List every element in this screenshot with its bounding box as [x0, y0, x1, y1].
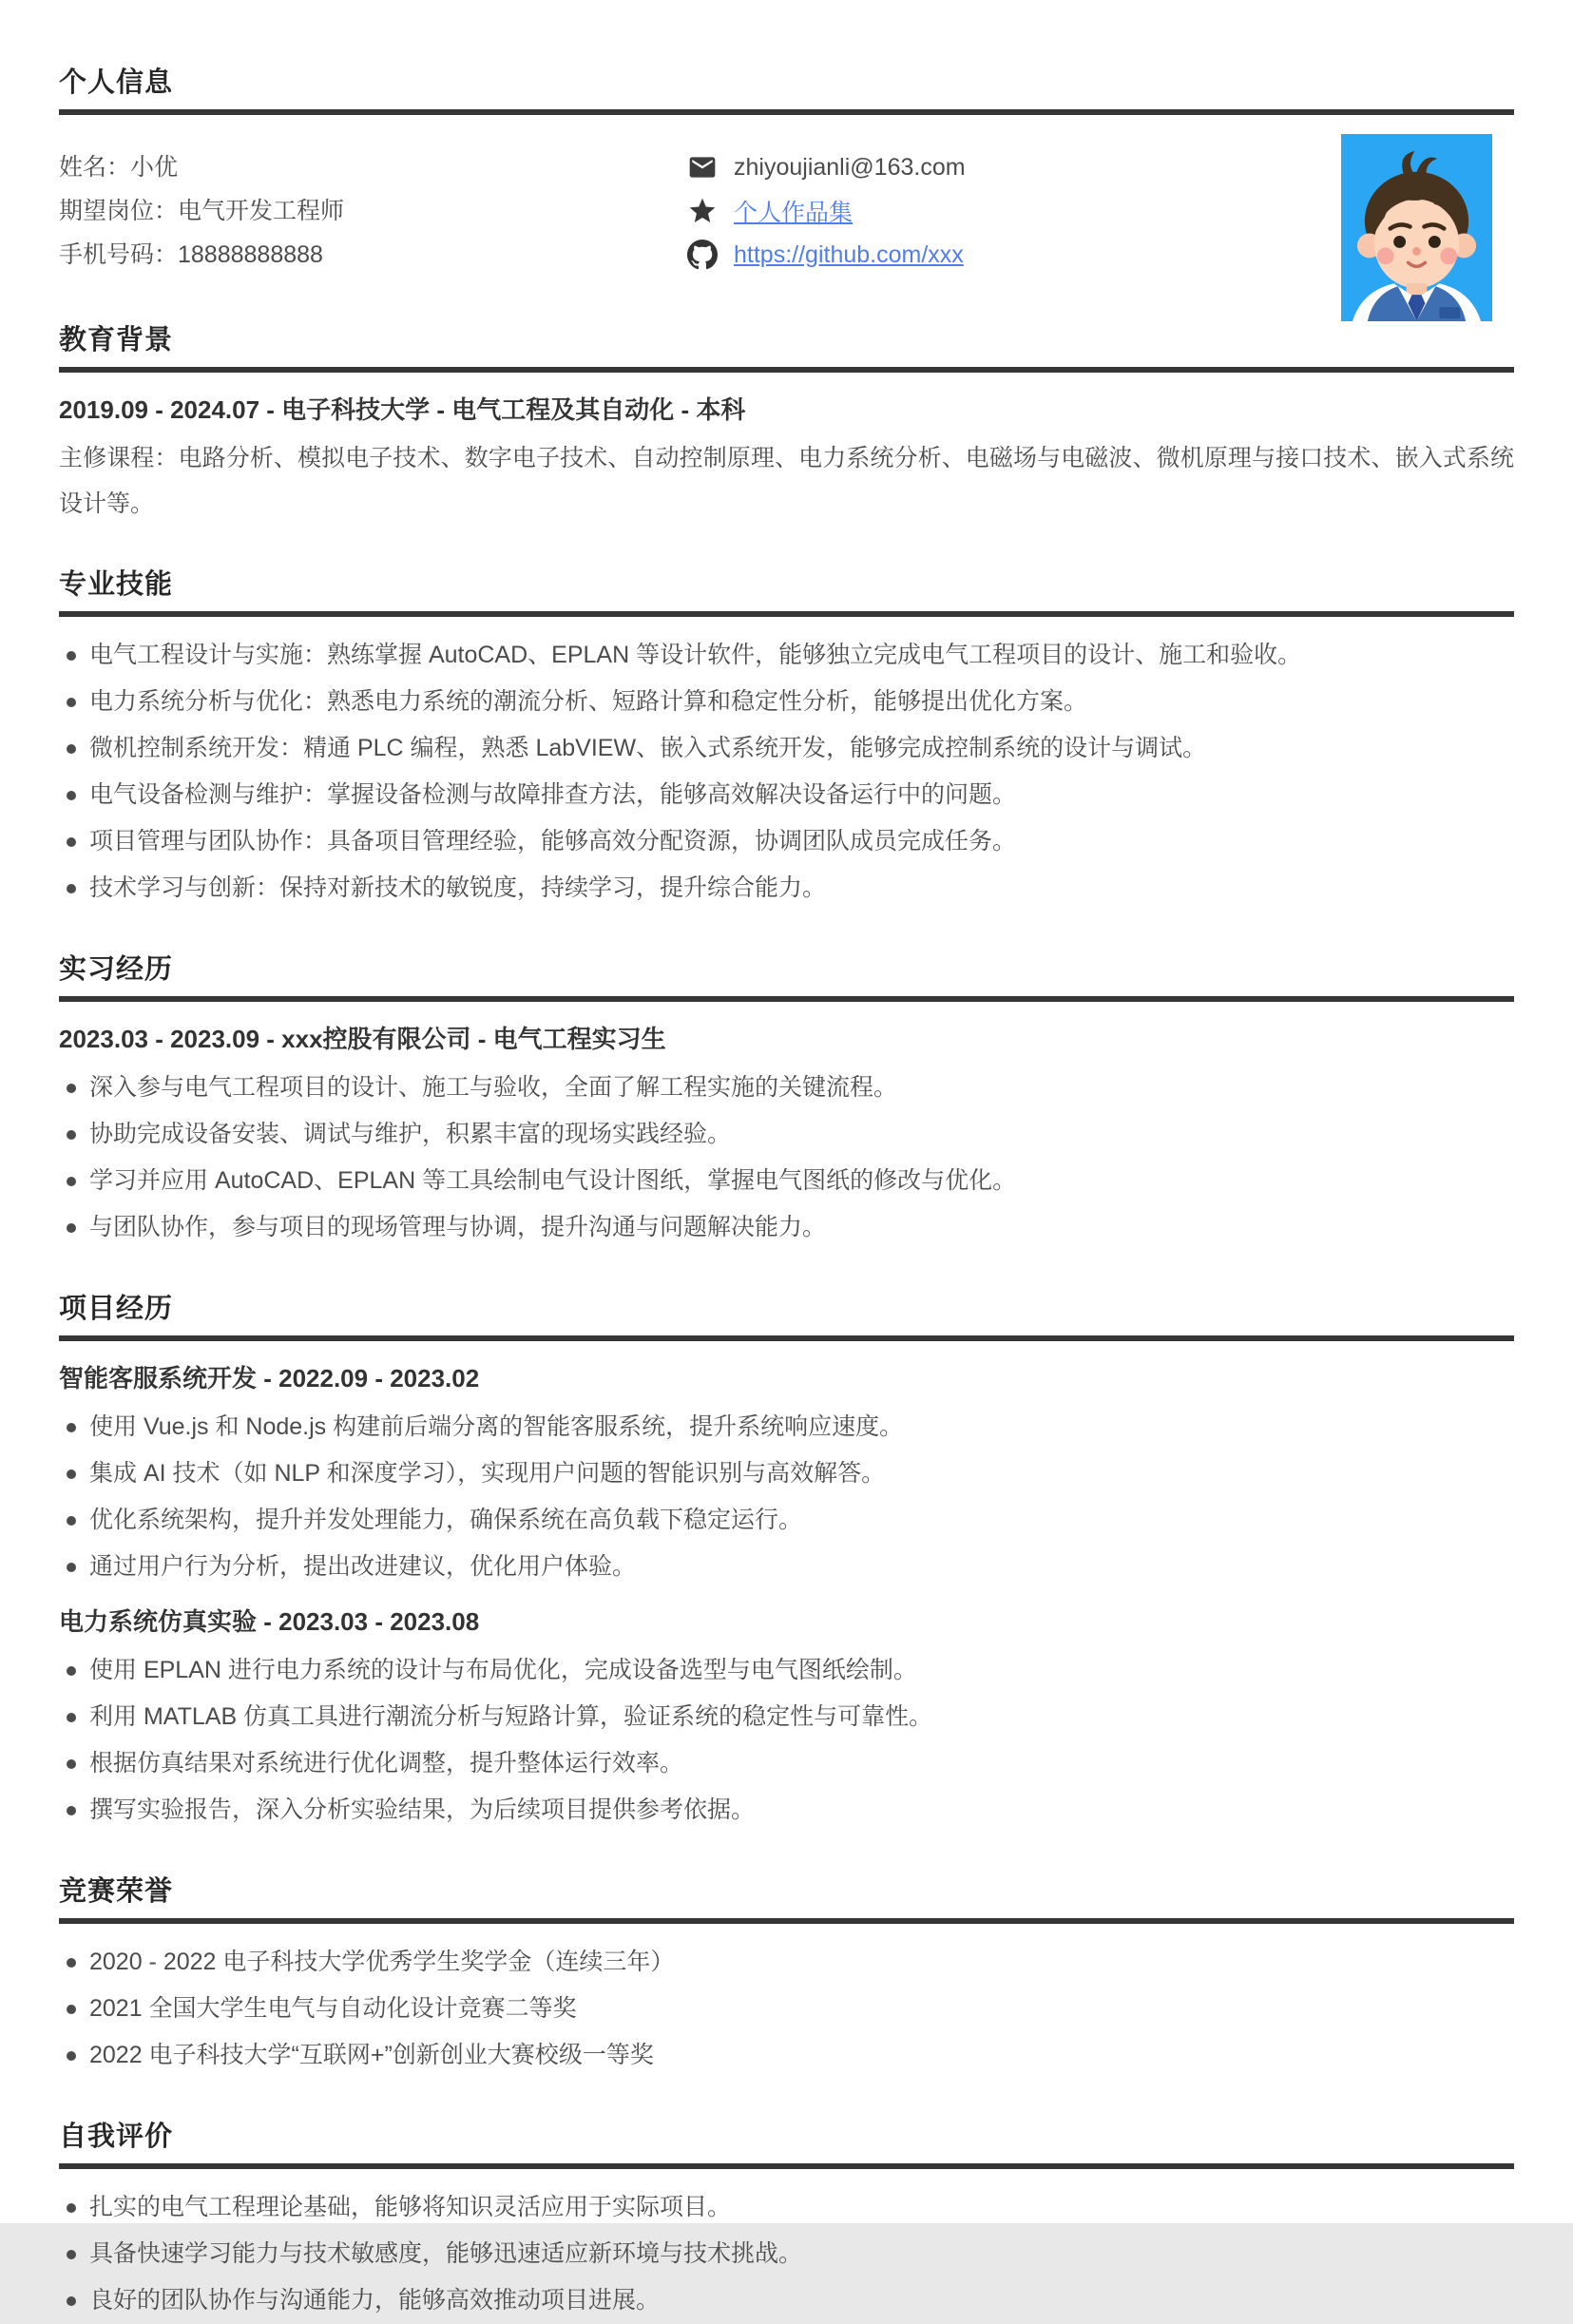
- internship-subtitle: 2023.03 - 2023.09 - xxx控股有限公司 - 电气工程实习生: [59, 1025, 666, 1053]
- star-icon: [686, 195, 719, 227]
- section-divider: [59, 611, 1514, 617]
- section-personal-info: [59, 61, 1514, 277]
- list-item: 项目管理与团队协作：具备项目管理经验，能够高效分配资源，协调团队成员完成任务。: [59, 818, 1514, 865]
- list-item: 2022 电子科技大学“互联网+”创新创业大赛校级一等奖: [59, 2032, 1514, 2079]
- section-divider: [59, 109, 1514, 115]
- projects-title: 项目经历: [59, 1294, 174, 1324]
- list-item: 良好的团队协作与沟通能力，能够高效推动项目进展。: [59, 2277, 1514, 2324]
- portfolio-link[interactable]: 个人作品集: [734, 200, 854, 226]
- personal-info-grid: [59, 145, 1514, 277]
- section-divider: [59, 996, 1514, 1002]
- list-item: 集成 AI 技术（如 NLP 和深度学习），实现用户问题的智能识别与高效解答。: [59, 1450, 1514, 1497]
- project-subtitle: 电力系统仿真实验 - 2023.03 - 2023.08: [59, 1607, 480, 1636]
- honors-list: [59, 1939, 1514, 2079]
- list-item: 具备快速学习能力与技术敏感度，能够迅速适应新环境与技术挑战。: [59, 2231, 1514, 2277]
- list-item: 优化系统架构，提升并发处理能力，确保系统在高负载下稳定运行。: [59, 1497, 1514, 1544]
- list-item: 扎实的电气工程理论基础，能够将知识灵活应用于实际项目。: [59, 2184, 1514, 2231]
- section-projects: [59, 1287, 1514, 1834]
- github-link[interactable]: https://github.com/xxx: [734, 240, 964, 268]
- personal-info-title: 个人信息: [59, 67, 174, 98]
- list-item: 通过用户行为分析，提出改进建议，优化用户体验。: [59, 1544, 1514, 1590]
- project-subtitle: 智能客服系统开发 - 2022.09 - 2023.02: [59, 1364, 480, 1392]
- list-item: 微机控制系统开发：精通 PLC 编程，熟悉 LabVIEW、嵌入式系统开发，能够完成控制系统的设计与调试。: [59, 725, 1514, 772]
- section-honors: [59, 1870, 1514, 2079]
- self-evaluation-title: 自我评价: [59, 2122, 174, 2152]
- skills-title: 专业技能: [59, 569, 174, 600]
- honors-title: 竞赛荣誉: [59, 1876, 174, 1907]
- section-divider: [59, 1335, 1514, 1341]
- section-divider: [59, 1918, 1514, 1924]
- section-divider: [59, 2163, 1514, 2169]
- evaluation-list: [59, 2184, 1514, 2324]
- list-item: 技术学习与创新：保持对新技术的敏锐度，持续学习，提升综合能力。: [59, 865, 1514, 912]
- internship-title: 实习经历: [59, 954, 174, 985]
- list-item: 使用 Vue.js 和 Node.js 构建前后端分离的智能客服系统，提升系统响应速度。: [59, 1404, 1514, 1450]
- github-icon: [686, 239, 719, 271]
- section-self-evaluation: [59, 2115, 1514, 2324]
- section-divider: [59, 367, 1514, 373]
- email-icon: [686, 151, 719, 183]
- list-item: 撰写实验报告，深入分析实验结果，为后续项目提供参考依据。: [59, 1787, 1514, 1834]
- list-item: 2020 - 2022 电子科技大学优秀学生奖学金（连续三年）: [59, 1939, 1514, 1986]
- list-item: 电气设备检测与维护：掌握设备检测与故障排查方法，能够高效解决设备运行中的问题。: [59, 772, 1514, 818]
- phone-field: 手机号码：18888888888: [59, 241, 323, 268]
- project-list: [59, 1647, 1514, 1834]
- list-item: 学习并应用 AutoCAD、EPLAN 等工具绘制电气设计图纸，掌握电气图纸的修改与优化。: [59, 1158, 1514, 1204]
- education-degree-line: 2019.09 - 2024.07 - 电子科技大学 - 电气工程及其自动化 - 本科: [59, 395, 746, 424]
- list-item: 与团队协作，参与项目的现场管理与协调，提升沟通与问题解决能力。: [59, 1204, 1514, 1251]
- education-courses: 主修课程：电路分析、模拟电子技术、数字电子技术、自动控制原理、电力系统分析、电磁场与电磁波、微机原理与接口技术、嵌入式系统设计等。: [59, 445, 1514, 517]
- avatar: [1341, 134, 1492, 321]
- list-item: 使用 EPLAN 进行电力系统的设计与布局优化，完成设备选型与电气图纸绘制。: [59, 1647, 1514, 1694]
- list-item: 电力系统分析与优化：熟悉电力系统的潮流分析、短路计算和稳定性分析，能够提出优化方案。: [59, 679, 1514, 725]
- list-item: 电气工程设计与实施：熟练掌握 AutoCAD、EPLAN 等设计软件，能够独立完成电气工程项目的设计、施工和验收。: [59, 632, 1514, 679]
- project-list: [59, 1404, 1514, 1590]
- section-internship: [59, 948, 1514, 1251]
- section-skills: [59, 563, 1514, 912]
- list-item: 利用 MATLAB 仿真工具进行潮流分析与短路计算，验证系统的稳定性与可靠性。: [59, 1694, 1514, 1740]
- list-item: 2021 全国大学生电气与自动化设计竞赛二等奖: [59, 1986, 1514, 2032]
- list-item: 协助完成设备安装、调试与维护，积累丰富的现场实践经验。: [59, 1111, 1514, 1158]
- email-text: zhiyoujianli@163.com: [734, 153, 966, 181]
- internship-list: [59, 1065, 1514, 1251]
- section-education: [59, 318, 1514, 527]
- target-job-field: 期望岗位：电气开发工程师: [59, 198, 345, 224]
- education-title: 教育背景: [59, 325, 174, 355]
- name-field: 姓名：小优: [59, 154, 179, 181]
- list-item: 根据仿真结果对系统进行优化调整，提升整体运行效率。: [59, 1740, 1514, 1787]
- list-item: 深入参与电气工程项目的设计、施工与验收，全面了解工程实施的关键流程。: [59, 1065, 1514, 1111]
- skills-list: [59, 632, 1514, 912]
- personal-fields: [59, 145, 686, 277]
